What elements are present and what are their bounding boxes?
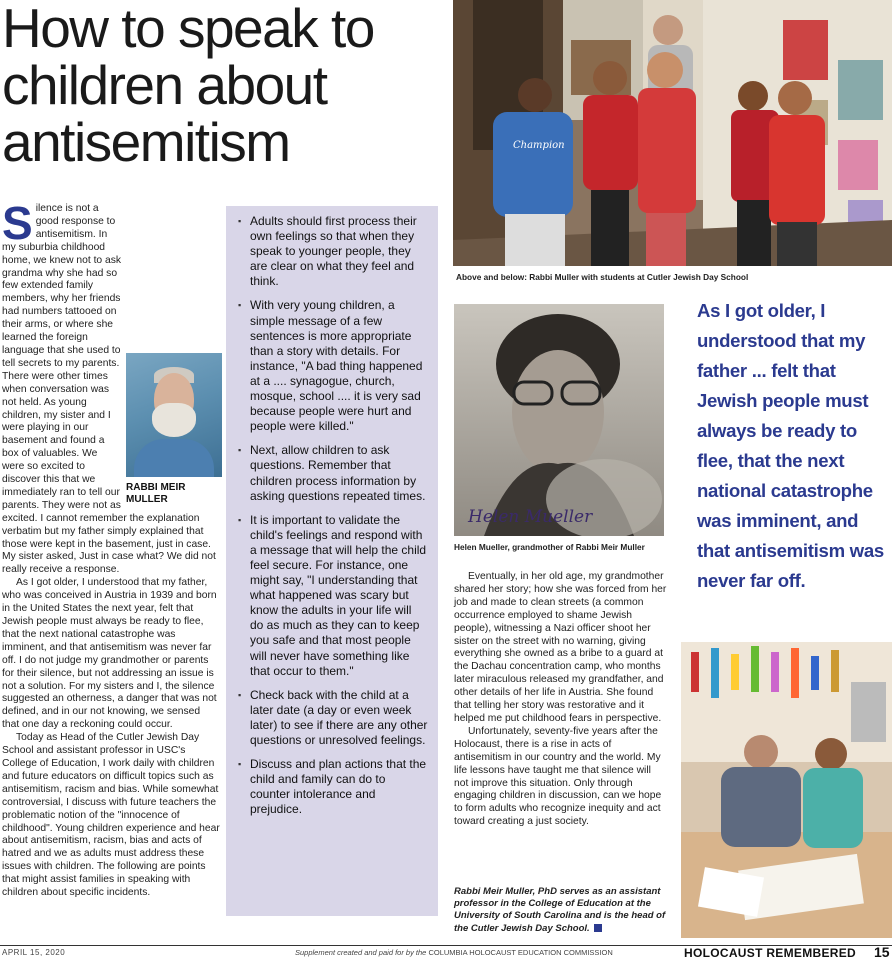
sweatshirt-text: Champion [513, 140, 565, 151]
helen-photo-caption: Helen Mueller, grandmother of Rabbi Meir Muller [454, 542, 645, 552]
tip-item: ▪ Next, allow children to ask questions. Remember that children process information by asking questions repeated times. [240, 443, 428, 503]
drop-cap: S [2, 197, 33, 249]
top-photo-caption: Above and below: Rabbi Muller with students at Cutler Jewish Day School [456, 272, 749, 282]
helen-signature: Helen Mueller [468, 507, 593, 527]
author-bio [454, 886, 668, 935]
tip-item: ▪ It is important to validate the child's feelings and respond with a message that will help the child feel secure. For instance, one might say, "I understanding that what happened was scary but know the adults in your life will do as much as they can to keep you safe and that most people will never have something like that occur to them." [240, 513, 428, 679]
tip-item: ▪ With very young children, a simple message of a few sentences is more appropriate than a story with details. For instance, "A bad thing happened at a .... synagogue, church, mosque, school .... it is very sad because people were hurt and people were killed." [240, 298, 428, 434]
tips-list [226, 206, 438, 817]
article-column-3 [454, 571, 668, 829]
tip-item: ▪ Discuss and plan actions that the child and family can do to counter intolerance and prejudice. [240, 757, 428, 817]
rabbi-portrait-photo [126, 353, 222, 477]
end-mark-icon [594, 924, 602, 932]
paragraph-4: Eventually, in her old age, my grandmother shared her story; how she was forced from her job and made to clean streets (a common occurrence employed to shame Jewish people), witnessing a Nazi officer shoot her sister on the street with no warning, giving everything she owned as a bribe to a guard at the Dachau concentration camp, who months later miraculous released my grandfather, and other details of her life in Austria. She found that telling her story was restorative and it helped me put childhood fears in perspective. [454, 571, 667, 724]
paragraph-3: Today as Head of the Cutler Jewish Day School and assistant professor in USC's College of Education, I work daily with children and future educators on difficult topics such as antisemitism, racism and bias. While somewhat controversial, I discuss with future teachers the problematic notion of the "innocence of childhood". Young children experience and hear about antisemitism, racism, bias and acts of hatred and we as adults must address these issues with children. The following are points that might assist families in speaking with children about specific incidents. [2, 732, 220, 899]
footer-date: APRIL 15, 2020 [2, 948, 66, 957]
paragraph-5: Unfortunately, seventy-five years after the Holocaust, there is a rise in acts of antisemitism in our country and the world. My life lessons have taught me that silence will not improve this situation. Only through engaging children in discussion, can we hope to form adults who recognize inequity and act toward creating a just society. [454, 725, 662, 828]
paragraph-2: As I got older, I understood that my father, who was conceived in Austria in 1939 and born in the United States the next year, felt that Jewish people must always be ready to flee, that the next national catastrophe was imminent, and that antisemitism was never far off. I do not judge my grandmother or parents for their silence, but not addressing an issue is not a solution. For my sisters and I, the silence suggested an otherness, a danger that was not defined, and in our not knowing, we sensed that one day a reckoning could occur. [2, 577, 217, 731]
tip-item: ▪ Adults should first process their own feelings so that when they speak to younger people, they are clear on what they feel and think. [240, 214, 428, 289]
article-column-1 [2, 197, 220, 900]
helen-mueller-photo [454, 304, 664, 536]
page-number: 15 [874, 944, 890, 960]
paragraph-1: ilence is not a good response to antisemitism. In my suburbia childhood home, we knew not to ask grandma why she had so few extended family members, why her friends had numbers tattooed on their arms, or where she learned the foreign language that she used to tell secrets to my parents. There were other times when conversation was not held. As young children, my sister and I were playing in our basement and found a box of valuables. We were so excited to discover this that we immediately ran to tell our parents. They were not as excited. I cannot remember the explanation verbatim but my father simply explained that those were kept in the basement, just in case. My sister asked, Just in case what? We did not really receive a response. [2, 203, 216, 576]
tips-sidebar [226, 206, 438, 916]
pull-quote: As I got older, I understood that my father ... felt that Jewish people must always be ready to flee, that the next national catastrophe was imminent, and that antisemitism was never far off. [697, 300, 884, 591]
footer-section-title: HOLOCAUST REMEMBERED [684, 946, 857, 960]
footer-credit [295, 948, 613, 957]
portrait-caption: RABBI MEIR MULLER [126, 482, 186, 505]
students-hallway-photo [453, 0, 892, 266]
tip-item: ▪ Check back with the child at a later date (a day or even week later) to see if there are any other questions or unresolved feelings. [240, 688, 428, 748]
bio-text: Rabbi Meir Muller, PhD serves as an assistant professor in the College of Education at the University of South Carolina and is the head of the Cutler Jewish Day School. [454, 886, 666, 934]
headline: How to speak to children about antisemitism [2, 0, 374, 173]
classroom-photo [681, 642, 892, 938]
footer-credit-org: COLUMBIA HOLOCAUST EDUCATION COMMISSION [428, 948, 613, 957]
footer-credit-prefix: Supplement created and paid for by the [295, 948, 427, 957]
portrait-figure [126, 353, 226, 506]
